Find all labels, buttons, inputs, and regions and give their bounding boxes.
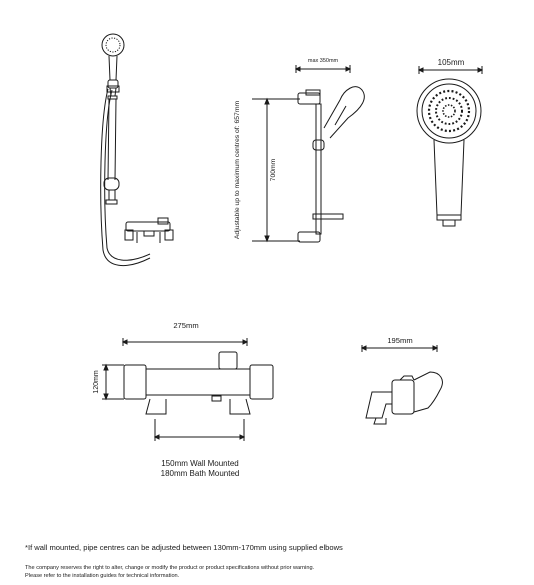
- bath-mounted-label: 180mm Bath Mounted: [160, 469, 240, 478]
- valve-height-label: 120mm: [93, 370, 100, 394]
- max-reach-label: max 350mm: [307, 58, 339, 64]
- pipe-centres-footnote: *If wall mounted, pipe centres can be adjusted between 130mm-170mm using supplied elbows: [25, 543, 343, 552]
- dimension-labels: [93, 58, 465, 478]
- valve-side-view: [362, 345, 442, 424]
- rail-height-label: 700mm: [270, 158, 277, 182]
- valve-front-view: [102, 338, 273, 441]
- rail-side-view: [252, 65, 364, 242]
- shower-kit-overview: [101, 34, 173, 266]
- valve-depth-label: 195mm: [387, 336, 413, 345]
- valve-width-label: 275mm: [173, 321, 199, 330]
- wall-mounted-label: 150mm Wall Mounted: [161, 459, 239, 468]
- handset-front-view: [417, 66, 482, 226]
- adjustable-centres-label: Adjustable up to maximum centres of: 657mm: [234, 100, 241, 240]
- disclaimer-line-2: Please refer to the installation guides for technical information.: [25, 573, 180, 579]
- handset-width-label: 105mm: [437, 58, 465, 67]
- disclaimer-line-1: The company reserves the right to alter, change or modify the product or product specifications without prior warning.: [25, 565, 315, 571]
